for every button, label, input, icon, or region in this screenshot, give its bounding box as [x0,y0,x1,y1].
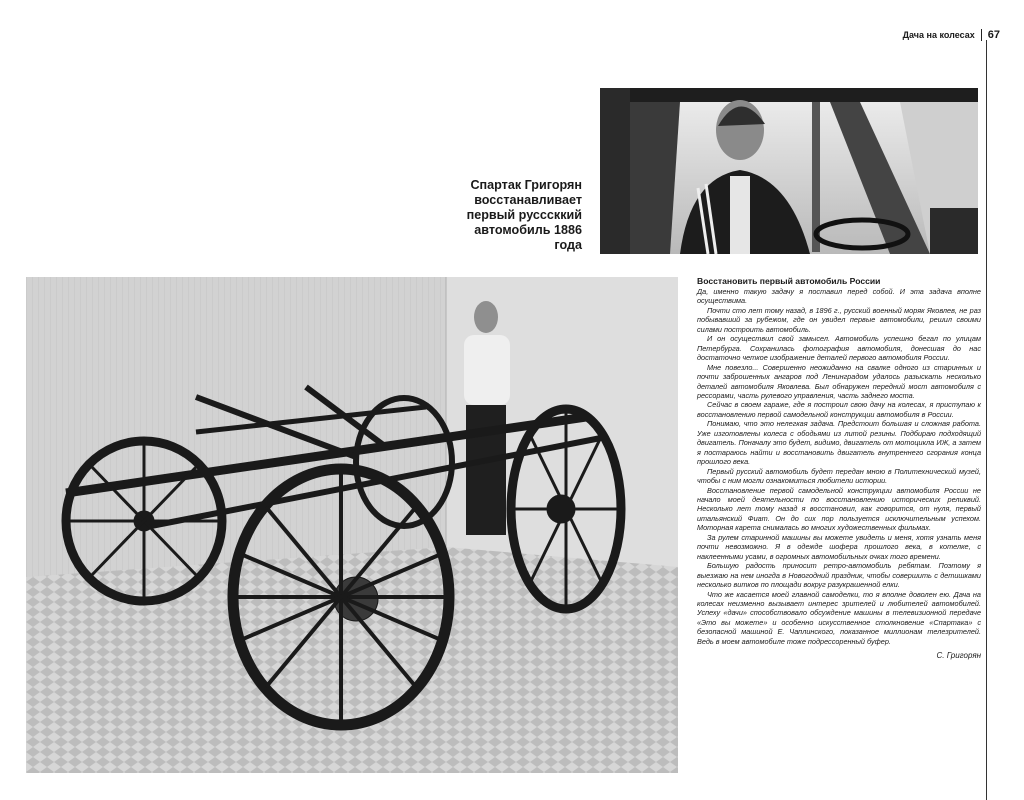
photo-driver [600,88,978,254]
vertical-rule [986,40,987,800]
page-number: 67 [987,29,1000,41]
article-paragraph: Почти сто лет тому назад, в 1896 г., русский военный моряк Яковлев, не раз побывавший за рубежом, где он увидел первые автомобили, решил своими силами построить автомобиль. [697,305,981,334]
running-header [830,27,1000,43]
article-paragraph: Понимаю, что это нелегкая задача. Предстоит большая и сложная работа. Уже изготовлены колеса с ободьями из литой резины. Подбираю подходящий двигатель. Поначалу это будет, видимо, двигатель от мотоцикла ИЖ, а затем я постараюсь найти и восстановить двигатель внутреннего сгорания конца прошлого века. [697,419,981,467]
article-paragraph: Мне повезло... Совершенно неожиданно на свалке одного из старинных и почти заброшенных ангаров под Ленинградом удалось разыскать несколько деталей автомобиля Яковлева. Был обнаружен передний мост автомобиля с рессорами, часть рулевого управления, часть заднего моста. [697,362,981,400]
article-paragraph: Да, именно такую задачу я поставил перед собой. И эта задача вполне осуществима. [697,287,981,306]
article [697,276,981,661]
article-paragraph: Большую радость приносит ретро-автомобиль ребятам. Поэтому я выезжаю на нем иногда в Новогодний праздник, чтобы совершить с детишками несколько витков по площади вокруг разукрашенной елки. [697,561,981,590]
article-author: С. Григорян [936,651,981,661]
article-paragraph: Что же касается моей главной самоделки, то я вполне доволен ею. Дача на колесах неизменно вызывает интерес зрителей и любителей автомобилей. Успеху «дачи» способствовало обсуждение машины в телевизионной передаче «Это вы можете» и особенно искусственное столкновение «Спартака» с безопасной машиной Е. Чаплинского, показанное миллионам телезрителей. Ведь в моем автомобиле тоже подрессоренный буфер. [697,589,981,646]
photo-driver-illustration [600,88,978,254]
photo-chassis [26,277,678,773]
article-paragraph: За рулем старинной машины вы можете увидеть и меня, хотя узнать меня почти невозможно. Я в одежде шофера прошлого века, в котелке, с наклеенными усами, в огромных автомобильных очках того времени. [697,532,981,561]
article-paragraph: И он осуществил свой замысел. Автомобиль успешно бегал по улицам Петербурга. Сохранилась фотография автомобиля, донесшая до нас достаточно четкое изображение деталей первого автомобиля России. [697,334,981,363]
photo-chassis-illustration [26,277,678,773]
article-paragraph: Первый русский автомобиль будет передан мною в Политехнический музей, чтобы с ним могли ознакомиться любители истории. [697,466,981,486]
article-title: Восстановить первый автомобиль России [697,276,881,286]
article-paragraph: Восстановление первой самодельной конструкции автомобиля России не начало моей деятельности по восстановлению исторических реликвий. Несколько лет тому назад я восстановил, как говорится, от нуля, первый итальянский Фиат. Он до сих пор пользуется исключительным успехом. Моторная карета снималась во многих художественных фильмах. [697,485,981,533]
photo-caption: Спартак Григорян восстанавливает первый русссккий автомобиль 1886 года [466,178,582,252]
article-paragraph: Сейчас в своем гараже, где я построил свою дачу на колесах, я приступаю к восстановлению первой самодельной конструкции автомобиля в России. [697,400,981,419]
section-title: Дача на колесах [902,30,975,40]
header-divider [981,29,982,41]
